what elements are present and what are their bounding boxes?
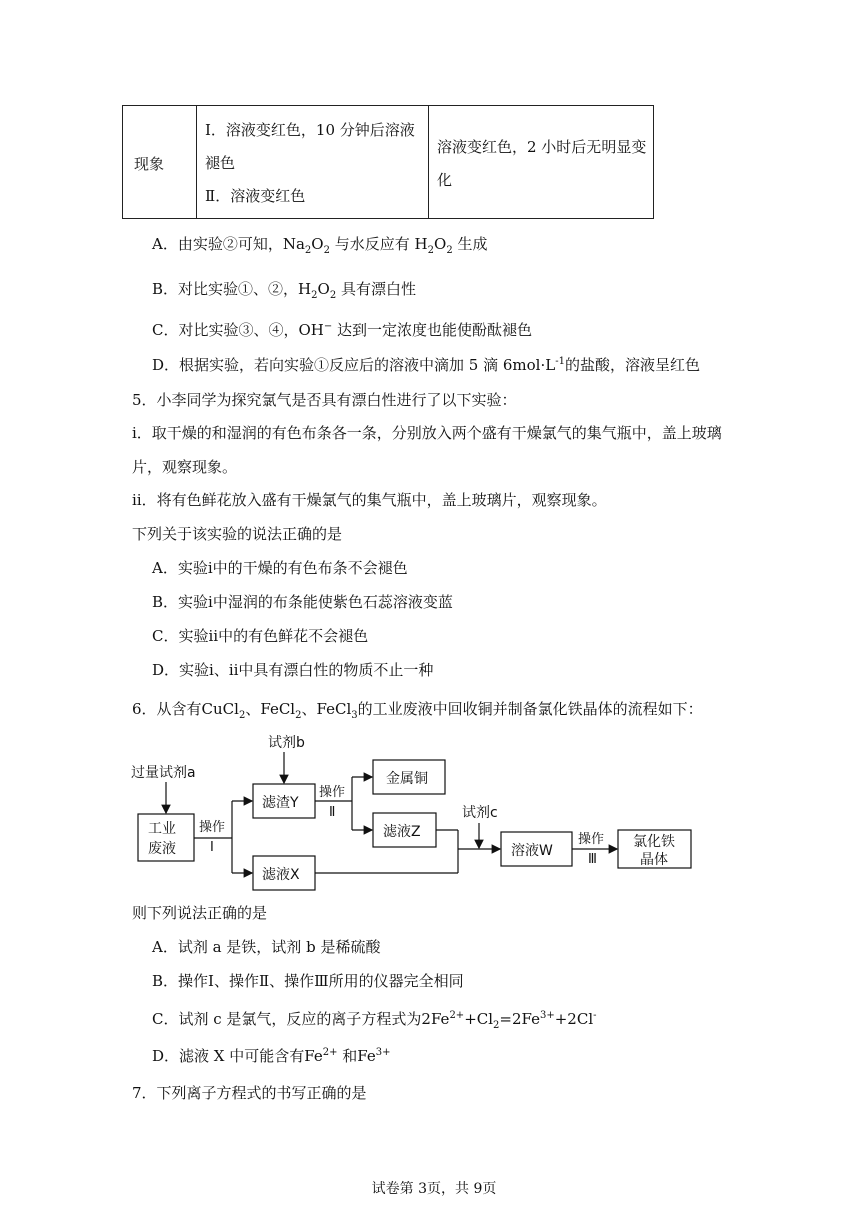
op1-label-top: 操作 (199, 820, 226, 835)
q5-prompt: 下列关于该实验的说法正确的是 (132, 525, 343, 543)
table-cell-a-line3: Ⅱ．溶液变红色 (205, 187, 306, 205)
q5-option-b: B．实验ⅰ中湿润的布条能使紫色石蕊溶液变蓝 (152, 593, 453, 611)
op2-label-bottom: Ⅱ (329, 805, 336, 820)
q5-step-i-line1: ⅰ．取干燥的和湿润的有色布条各一条，分别放入两个盛有干燥氯气的集气瓶中，盖上玻璃 (132, 424, 722, 442)
waste-label-2: 废液 (148, 841, 176, 857)
residue-y-label: 滤渣Y (262, 795, 299, 811)
table-divider (196, 106, 197, 218)
table-cell-a-line2: 褪色 (205, 154, 236, 172)
op2-label-top: 操作 (319, 785, 346, 800)
q6-option-a: A．试剂 a 是铁，试剂 b 是稀硫酸 (152, 938, 381, 956)
q6-option-c: C．试剂 c 是氯气，反应的离子方程式为$2Fe^{2+}+Cl_2=2Fe^{3+}+2Cl^-$ (152, 1010, 597, 1031)
op1-label-bottom: Ⅰ (210, 840, 214, 855)
table-divider (428, 106, 429, 218)
q4-option-a: A．由实验②可知，$Na_2O_2$ 与水反应有 $H_2O_2$ 生成 (152, 235, 488, 256)
q5-option-c: C．实验ⅱ中的有色鲜花不会褪色 (152, 627, 369, 645)
q5-option-d: D．实验ⅰ、ⅱ中具有漂白性的物质不止一种 (152, 661, 434, 679)
filtrate-x-label: 滤液X (262, 867, 300, 883)
reagent-c-label: 试剂c (462, 805, 498, 821)
q7-stem: 7．下列离子方程式的书写正确的是 (132, 1084, 367, 1102)
table-row-label: 现象 (134, 155, 165, 173)
q4-option-b: B．对比实验①、②，$H_2O_2$ 具有漂白性 (152, 280, 416, 301)
product-label-1: 氯化铁 (633, 834, 675, 850)
q6-prompt: 则下列说法正确的是 (132, 904, 268, 922)
solution-w-label: 溶液W (511, 843, 553, 859)
q4-option-d: D．根据实验，若向实验①反应后的溶液中滴加 5 滴 $6mol\cdot L^{-1}$的盐酸，溶液呈红色 (152, 356, 700, 374)
excess-reagent-a-label: 过量试剂a (131, 765, 196, 781)
op3-label-top: 操作 (578, 832, 605, 847)
q6-option-d: D．滤液 X 中可能含有$Fe^{2+}$ 和$Fe^{3+}$ (152, 1047, 391, 1065)
q6-stem: 6．从含有CuCl$_2$、FeCl$_2$、FeCl$_3$的工业废液中回收铜并制备氯化铁晶体的流程如下： (132, 700, 703, 721)
page-footer: 试卷第 3页，共 9页 (371, 1181, 497, 1197)
table-cell-b-line2: 化 (437, 171, 453, 189)
q5-step-ii: ⅱ．将有色鲜花放入盛有干燥氯气的集气瓶中，盖上玻璃片，观察现象。 (132, 491, 607, 509)
table-cell-b-line1: 溶液变红色，2 小时后无明显变 (437, 138, 647, 156)
waste-label-1: 工业 (148, 821, 176, 837)
q4-option-c: C．对比实验③、④，OH− 达到一定浓度也能使酚酞褪色 (152, 321, 533, 339)
filtrate-z-label: 滤液Z (383, 824, 421, 840)
op3-label-bottom: Ⅲ (588, 852, 597, 867)
q5-stem: 5．小李同学为探究氯气是否具有漂白性进行了以下实验： (132, 391, 517, 409)
reagent-b-label: 试剂b (268, 735, 305, 751)
observation-table (122, 105, 654, 219)
product-label-2: 晶体 (640, 852, 668, 868)
table-cell-a-line1: Ⅰ．溶液变红色，10 分钟后溶液 (205, 121, 415, 139)
copper-label: 金属铜 (386, 771, 428, 787)
q6-option-b: B．操作Ⅰ、操作Ⅱ、操作Ⅲ所用的仪器完全相同 (152, 972, 464, 990)
q5-step-i-line2: 片，观察现象。 (132, 458, 238, 476)
q5-option-a: A．实验ⅰ中的干燥的有色布条不会褪色 (152, 559, 408, 577)
process-flow-diagram (0, 725, 868, 895)
